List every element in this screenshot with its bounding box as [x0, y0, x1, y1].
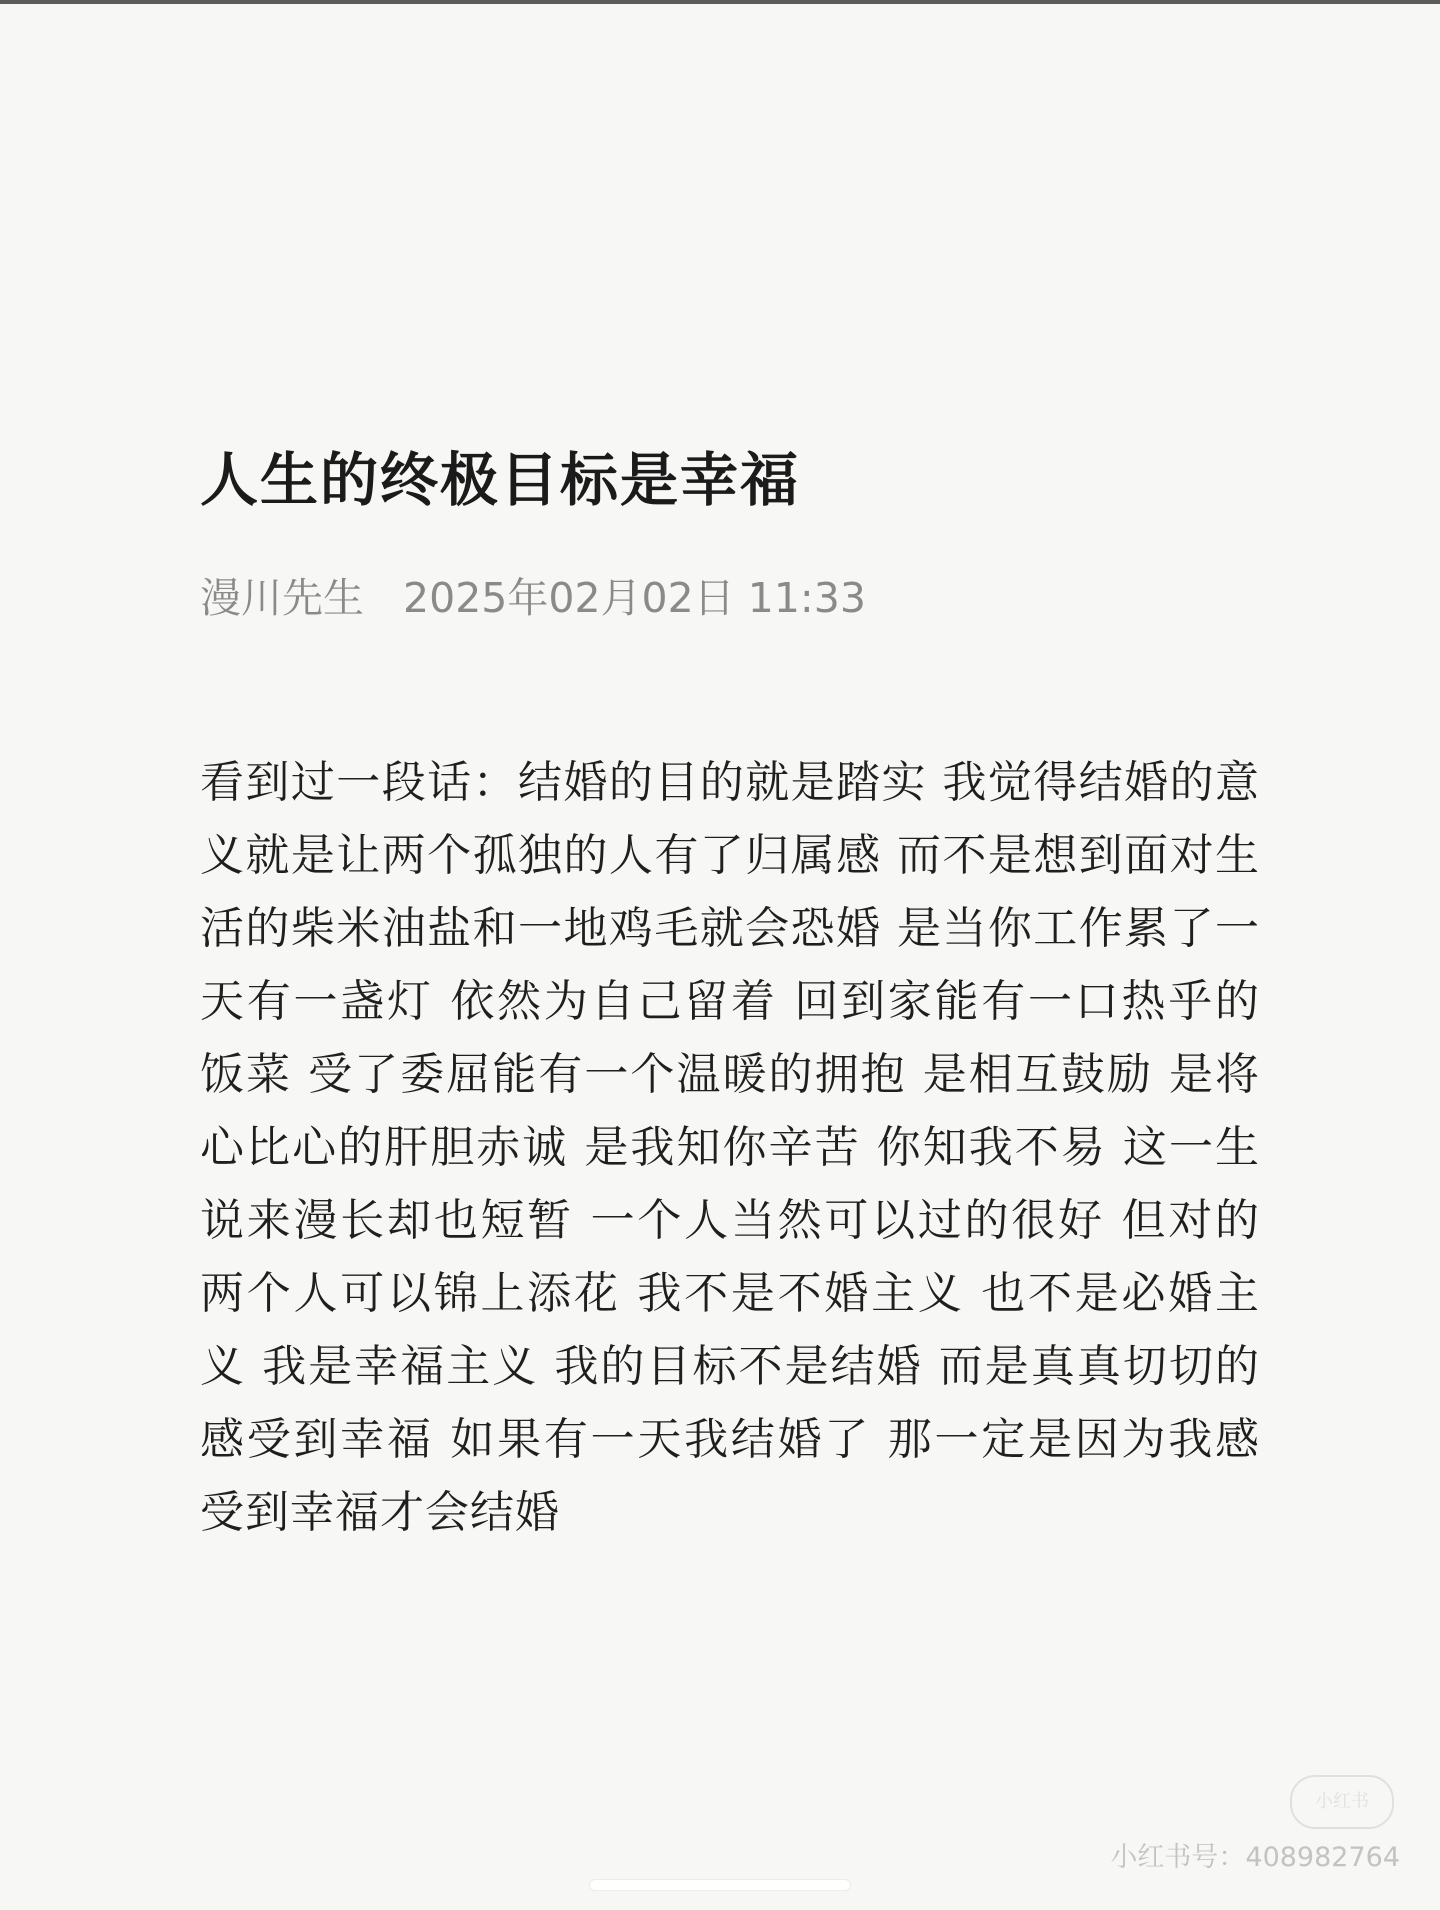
watermark-id: 小红书号：408982764	[1110, 1842, 1400, 1873]
home-indicator[interactable]	[590, 1880, 850, 1890]
watermark-logo: 小红书	[1290, 1775, 1394, 1829]
article	[200, 440, 1260, 1549]
article-title: 人生的终极目标是幸福	[200, 446, 801, 514]
top-border	[0, 0, 1440, 4]
author-name[interactable]: 漫川先生	[200, 574, 364, 622]
article-meta	[200, 570, 1260, 626]
publish-datetime: 2025年02月02日 11:33	[403, 574, 866, 622]
article-body: 看到过一段话：结婚的目的就是踏实 我觉得结婚的意义就是让两个孤独的人有了归属感 而不是想到面对生活的柴米油盐和一地鸡毛就会恐婚 是当你工作累了一天有一盏灯 依然为自己留着 回到家能有一口热乎的饭菜 受了委屈能有一个温暖的拥抱 是相互鼓励 是将心比心的肝胆赤诚 是我知你辛苦 你知我不易 这一生说来漫长却也短暂 一个人当然可以过的很好 但对的两个人可以锦上添花 我不是不婚主义 也不是必婚主义 我是幸福主义 我的目标不是结婚 而是真真切切的感受到幸福 如果有一天我结婚了 那一定是因为我感受到幸福才会结婚	[200, 757, 1260, 1538]
